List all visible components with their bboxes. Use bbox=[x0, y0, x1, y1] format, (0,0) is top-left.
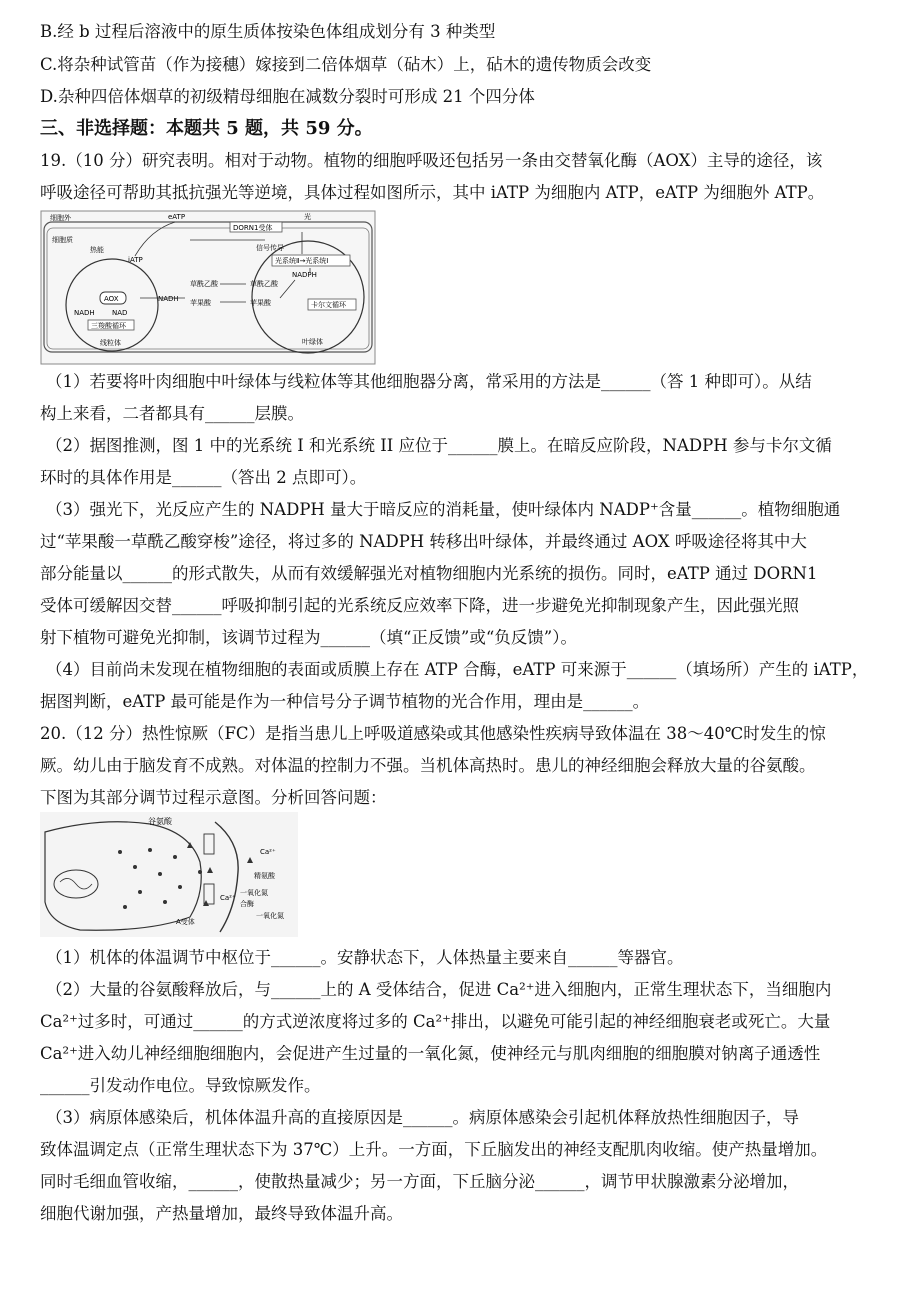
malate-right-label: 苹果酸 bbox=[250, 299, 271, 307]
oaa-left-label: 草酰乙酸 bbox=[190, 280, 218, 288]
iatp-label: iATP bbox=[128, 256, 143, 264]
heat-label: 热能 bbox=[90, 246, 104, 254]
q19-sub4-line1: （4）目前尚未发现在植物细胞的表面或质膜上存在 ATP 合酶，eATP 可来源于______（填场所）产生的 iATP， bbox=[46, 660, 869, 679]
chloro-label: 叶绿体 bbox=[302, 338, 323, 346]
aox-label: AOX bbox=[104, 295, 119, 303]
q20-sub3-line1: （3）病原体感染后，机体体温升高的直接原因是______。病原体感染会引起机体释放热性细胞因子，导 bbox=[46, 1108, 799, 1127]
q19-sub2-line2: 环时的具体作用是______（答出 2 点即可）。 bbox=[40, 468, 367, 487]
q19-sub4-line2: 据图判断，eATP 最可能是作为一种信号分子调节植物的光合作用，理由是______。 bbox=[40, 692, 650, 711]
a-receptor-label: A受体 bbox=[176, 918, 195, 926]
section-heading: 三、非选择题：本题共 5 题，共 59 分。 bbox=[40, 118, 373, 139]
nitric-oxide-out-label: 一氧化氮 bbox=[256, 912, 284, 920]
q19-sub2-line1: （2）据图推测，图 1 中的光系统 I 和光系统 II 应位于______膜上。在暗反应阶段，NADPH 参与卡尔文循 bbox=[46, 436, 832, 455]
glutamate-label: 谷氨酸 bbox=[148, 817, 172, 826]
q20-sub3-line3: 同时毛细血管收缩，______，使散热量减少；另一方面，下丘脑分泌______，调节甲状腺激素分泌增加， bbox=[40, 1172, 799, 1191]
tca-label: 三羧酸循环 bbox=[91, 322, 126, 330]
calvin-label: 卡尔文循环 bbox=[311, 301, 346, 309]
nadh-label: NADH bbox=[74, 309, 95, 317]
option-b: B.经 b 过程后溶液中的原生质体按染色体组成划分有 3 种类型 bbox=[40, 22, 496, 41]
eatp-label: eATP bbox=[168, 213, 186, 221]
outside-label: 细胞外 bbox=[50, 214, 71, 222]
q19-sub1-line1: （1）若要将叶肉细胞中叶绿体与线粒体等其他细胞器分离，常采用的方法是______（答 1 种即可）。从结 bbox=[46, 372, 812, 391]
nadh-middle-label: NADH bbox=[158, 295, 179, 303]
photosystem-label: 光系统Ⅱ→光系统Ⅰ bbox=[275, 257, 329, 265]
synapse-figure bbox=[40, 812, 298, 937]
q20-sub3-line4: 细胞代谢加强，产热量增加，最终导致体温升高。 bbox=[40, 1204, 403, 1223]
aox-pathway-figure bbox=[40, 210, 376, 365]
q19-sub1-line2: 构上来看，二者都具有______层膜。 bbox=[40, 404, 304, 423]
q20-sub2-line2: Ca²⁺过多时，可通过______的方式逆浓度将过多的 Ca²⁺排出，以避免可能引起的神经细胞衰老或死亡。大量 bbox=[40, 1012, 831, 1031]
mito-label: 线粒体 bbox=[100, 339, 121, 347]
q19-sub3-line5: 射下植物可避免光抑制，该调节过程为______（填“正反馈”或“负反馈”）。 bbox=[40, 628, 577, 647]
q19-sub3-line4: 受体可缓解因交替______呼吸抑制引起的光系统反应效率下降，进一步避免光抑制现象产生，因此强光照 bbox=[40, 596, 799, 615]
nad-label: NAD bbox=[112, 309, 128, 317]
signal-label: 信号传导 bbox=[256, 244, 284, 252]
q20-sub2-line4: ______引发动作电位。导致惊厥发作。 bbox=[40, 1076, 321, 1095]
q19-sub3-line3: 部分能量以______的形式散失，从而有效缓解强光对植物细胞内光系统的损伤。同时，eATP 通过 DORN1 bbox=[40, 564, 818, 583]
q20-sub3-line2: 致体温调定点（正常生理状态下为 37℃）上升。一方面，下丘脑发出的神经支配肌肉收缩。使产热量增加。 bbox=[40, 1140, 828, 1159]
light-label: 光 bbox=[304, 213, 311, 221]
nitric-oxide-label: 一氧化氮 bbox=[240, 889, 268, 897]
q19-sub3-line1: （3）强光下，光反应产生的 NADPH 量大于暗反应的消耗量，使叶绿体内 NADP⁺含量______。植物细胞通 bbox=[46, 500, 841, 519]
option-c: C.将杂种试管苗（作为接穗）嫁接到二倍体烟草（砧木）上，砧木的遗传物质会改变 bbox=[40, 55, 652, 74]
q20-sub2-line3: Ca²⁺进入幼儿神经细胞细胞内，会促进产生过量的一氧化氮，使神经元与肌肉细胞的细胞膜对钠离子通透性 bbox=[40, 1044, 821, 1063]
calcium-label: Ca²⁺ bbox=[260, 848, 276, 856]
q20-stem-line2: 厥。幼儿由于脑发育不成熟。对体温的控制力不强。当机体高热时。患儿的神经细胞会释放大量的谷氨酸。 bbox=[40, 756, 816, 775]
q20-sub1: （1）机体的体温调节中枢位于______。安静状态下，人体热量主要来自______等器官。 bbox=[46, 948, 684, 967]
q20-stem-line3: 下图为其部分调节过程示意图。分析回答问题： bbox=[40, 788, 387, 807]
q19-stem-line2: 呼吸途径可帮助其抵抗强光等逆境，具体过程如图所示，其中 iATP 为细胞内 ATP，eATP 为细胞外 ATP。 bbox=[40, 183, 825, 202]
arginine-label: 精氨酸 bbox=[254, 872, 275, 880]
malate-left-label: 苹果酸 bbox=[190, 299, 211, 307]
option-d: D.杂种四倍体烟草的初级精母细胞在减数分裂时可形成 21 个四分体 bbox=[40, 87, 535, 106]
synthase-label: 合酶 bbox=[240, 900, 254, 908]
nadph-label: NADPH bbox=[292, 271, 317, 279]
q20-stem-line1: 20.（12 分）热性惊厥（FC）是指当患儿上呼吸道感染或其他感染性疾病导致体温在 38～40℃时发生的惊 bbox=[40, 724, 826, 743]
dorn1-label: DORN1受体 bbox=[233, 224, 273, 232]
oaa-right-label: 草酰乙酸 bbox=[250, 280, 278, 288]
q20-sub2-line1: （2）大量的谷氨酸释放后，与______上的 A 受体结合，促进 Ca²⁺进入细胞内，正常生理状态下，当细胞内 bbox=[46, 980, 832, 999]
calcium-inner-label: Ca²⁺ bbox=[220, 894, 236, 902]
cytoplasm-label: 细胞质 bbox=[52, 236, 73, 244]
q19-sub3-line2: 过“苹果酸一草酰乙酸穿梭”途径，将过多的 NADPH 转移出叶绿体，并最终通过 AOX 呼吸途径将其中大 bbox=[40, 532, 807, 551]
q19-stem-line1: 19.（10 分）研究表明。相对于动物。植物的细胞呼吸还包括另一条由交替氧化酶（AOX）主导的途径，该 bbox=[40, 151, 823, 170]
